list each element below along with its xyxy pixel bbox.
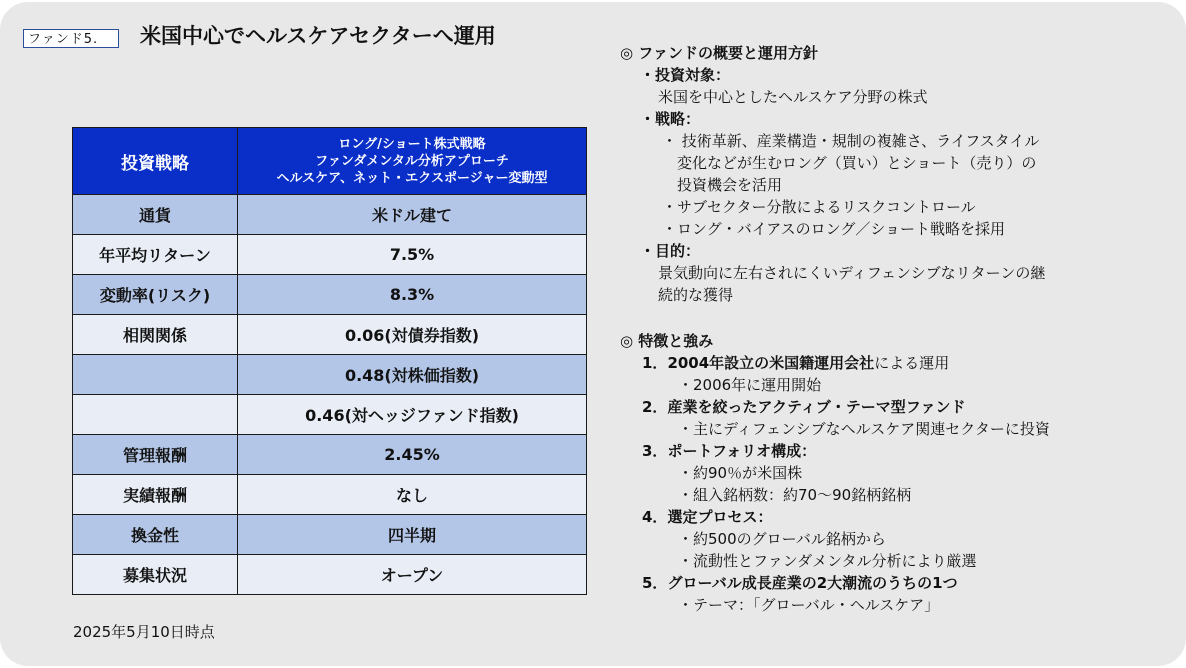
feature-bold: ポートフォリオ構成： <box>667 442 817 460</box>
feature-item <box>620 440 1160 462</box>
strategy-value <box>238 128 587 195</box>
feature-sub: ・約90％が米国株 <box>678 464 803 482</box>
target-label: ・投資対象： <box>640 66 731 84</box>
table-row <box>73 395 587 435</box>
strategy-item: 変化などが生むロング（買い）とショート（売り）の <box>662 154 1037 172</box>
strategy-item: ・ロング・バイアスのロング／ショート戦略を採用 <box>662 220 1006 238</box>
feature-sub: ・2006年に運用開始 <box>678 376 822 394</box>
table-row <box>73 475 587 515</box>
feature-number: 2． <box>642 398 668 416</box>
table-row <box>73 235 587 275</box>
row-value: 0.46(対ヘッジファンド指数) <box>238 395 587 435</box>
row-key: 相関関係 <box>73 315 238 355</box>
strategy-item: 投資機会を活用 <box>662 176 783 194</box>
feature-sub: ・テーマ：「グローバル・ヘルスケア」 <box>678 596 940 614</box>
feature-bold: 選定プロセス： <box>667 508 773 526</box>
strategy-item: ・サブセクター分散によるリスクコントロール <box>662 198 976 216</box>
row-key: 通貨 <box>73 195 238 235</box>
row-key: 換金性 <box>73 515 238 555</box>
table-row <box>73 355 587 395</box>
overview-heading: ◎ ファンドの概要と運用方針 <box>620 44 819 62</box>
row-value: 2.45% <box>238 435 587 475</box>
row-key <box>73 355 238 395</box>
table-row <box>73 195 587 235</box>
table-row <box>73 435 587 475</box>
feature-number: 4． <box>642 508 668 526</box>
as-of-date: 2025年5月10日時点 <box>73 623 215 641</box>
row-value: 0.48(対株価指数) <box>238 355 587 395</box>
strategy-label: ・戦略： <box>640 110 701 128</box>
row-key: 年平均リターン <box>73 235 238 275</box>
row-value: 0.06(対債券指数) <box>238 315 587 355</box>
row-value: オープン <box>238 555 587 595</box>
feature-sub: ・主にディフェンシブなヘルスケア関連セクターに投資 <box>678 420 1050 438</box>
purpose-text: 景気動向に左右されにくいディフェンシブなリターンの継 <box>658 264 1046 282</box>
feature-bold: グローバル成長産業の2大潮流のうちの1つ <box>667 574 958 592</box>
feature-number: 1． <box>642 354 668 372</box>
row-key: 管理報酬 <box>73 435 238 475</box>
feature-sub: ・流動性とファンダメンタル分析により厳選 <box>678 552 977 570</box>
strategy-key: 投資戦略 <box>73 128 238 195</box>
feature-sub: ・約500のグローバル銘柄から <box>678 530 886 548</box>
row-key: 実績報酬 <box>73 475 238 515</box>
target-text: 米国を中心としたヘルスケア分野の株式 <box>658 88 928 106</box>
feature-bold: 2004年設立の米国籍運用会社 <box>667 354 875 372</box>
feature-number: 5． <box>642 574 668 592</box>
fund-info-table <box>72 127 587 595</box>
feature-number: 3． <box>642 442 668 460</box>
table-row <box>73 315 587 355</box>
strategy-line: ファンダメンタル分析アプローチ <box>315 153 509 169</box>
feature-item <box>620 572 1160 594</box>
table-row <box>73 515 587 555</box>
strategy-line: ヘルスケア、ネット・エクスポージャー変動型 <box>276 170 548 186</box>
purpose-text: 続的な獲得 <box>658 286 734 304</box>
table-row <box>73 275 587 315</box>
row-value: 7.5% <box>238 235 587 275</box>
feature-item <box>620 396 1160 418</box>
row-key: 変動率(リスク) <box>73 275 238 315</box>
description-panel <box>620 42 1160 616</box>
purpose-label: ・目的： <box>640 242 701 260</box>
page-title: 米国中心でヘルスケアセクターへ運用 <box>140 24 496 48</box>
table-row <box>73 555 587 595</box>
row-key <box>73 395 238 435</box>
fund-number-tag: ファンド5. <box>23 29 119 48</box>
strategy-line: ロング/ショート株式戦略 <box>338 136 486 152</box>
feature-item <box>620 352 1160 374</box>
row-key: 募集状況 <box>73 555 238 595</box>
features-heading: ◎ 特徴と強み <box>620 332 714 350</box>
feature-sub: ・組入銘柄数：約70～90銘柄銘柄 <box>678 486 912 504</box>
row-value: なし <box>238 475 587 515</box>
strategy-item: ・ 技術革新、産業構造・規制の複雑さ、ライフスタイル <box>662 132 1040 150</box>
feature-bold: 産業を絞ったアクティブ・テーマ型ファンド <box>667 398 966 416</box>
table-header-row <box>73 128 587 195</box>
feature-rest: による運用 <box>874 354 950 372</box>
feature-item <box>620 506 1160 528</box>
row-value: 四半期 <box>238 515 587 555</box>
row-value: 8.3% <box>238 275 587 315</box>
row-value: 米ドル建て <box>238 195 587 235</box>
